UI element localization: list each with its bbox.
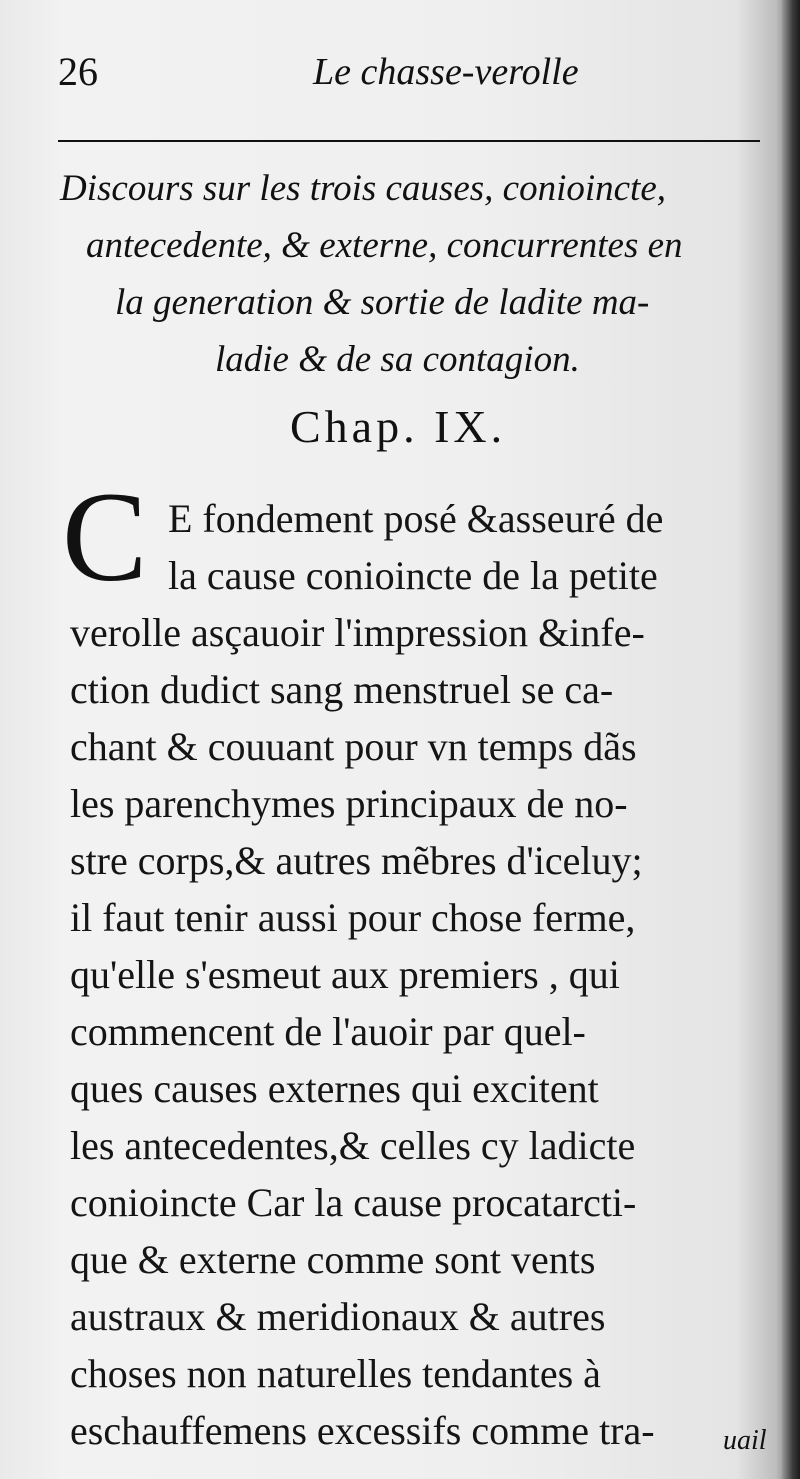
body-text bbox=[70, 490, 785, 1459]
catchword: uail bbox=[723, 1425, 767, 1456]
body-line: conioincte Car la cause procatarcti- bbox=[70, 1180, 637, 1225]
page-header bbox=[58, 48, 758, 108]
header-rule bbox=[58, 140, 760, 142]
page-number: 26 bbox=[58, 49, 98, 94]
body-line: choses non naturelles tendantes à bbox=[70, 1351, 601, 1396]
drop-cap: C bbox=[62, 466, 148, 608]
body-line: il faut tenir aussi pour chose ferme, bbox=[70, 895, 636, 940]
page-gutter-shadow bbox=[782, 0, 800, 1479]
body-line: chant & couuant pour vn temps dãs bbox=[70, 724, 637, 769]
body-line: les antecedentes,& celles cy ladicte bbox=[70, 1123, 636, 1168]
chapter-heading: Chap. IX. bbox=[290, 401, 507, 452]
running-head: Le chasse-verolle bbox=[313, 51, 579, 93]
summary-line: antecedente, & externe, concurrentes en bbox=[86, 225, 683, 266]
body-line: ques causes externes qui excitent bbox=[70, 1066, 599, 1111]
summary-line: Discours sur les trois causes, conioincte, bbox=[60, 168, 667, 209]
body-line: commencent de l'auoir par quel- bbox=[70, 1009, 586, 1054]
summary-line: la generation & sortie de ladite ma- bbox=[115, 282, 650, 323]
body-line: ction dudict sang menstruel se ca- bbox=[70, 667, 614, 712]
summary-line: ladie & de sa contagion. bbox=[215, 339, 580, 380]
chapter-summary bbox=[60, 160, 770, 388]
body-line: qu'elle s'esmeut aux premiers , qui bbox=[70, 952, 620, 997]
body-line: eschauffemens excessifs comme tra- bbox=[70, 1408, 655, 1453]
body-line: stre corps,& autres mẽbres d'iceluy; bbox=[70, 838, 643, 883]
body-line: la cause conioincte de la petite bbox=[168, 553, 658, 598]
body-line: E fondement posé &asseuré de bbox=[168, 496, 664, 541]
body-line: verolle asçauoir l'impression &infe- bbox=[70, 610, 645, 655]
body-line: austraux & meridionaux & autres bbox=[70, 1294, 606, 1339]
body-line: que & externe comme sont vents bbox=[70, 1237, 596, 1282]
body-line: les parenchymes principaux de no- bbox=[70, 781, 628, 826]
